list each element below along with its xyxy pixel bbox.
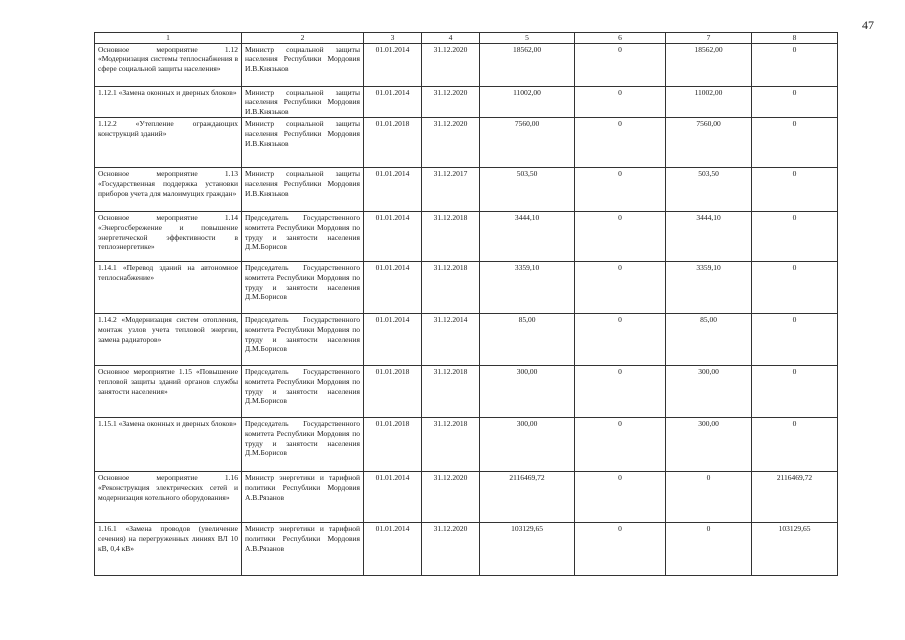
end-date-cell: 31.12.2018 bbox=[422, 418, 480, 472]
republic-budget-cell: 0 bbox=[666, 472, 752, 523]
start-date-cell: 01.01.2014 bbox=[364, 212, 422, 262]
table-row bbox=[95, 366, 838, 418]
column-number-7: 7 bbox=[666, 33, 752, 44]
extra-budget-cell: 0 bbox=[752, 314, 838, 366]
start-date-cell: 01.01.2018 bbox=[364, 118, 422, 168]
executor-cell: Министр социальной защиты населения Республики Мордовия И.В.Князьков bbox=[242, 86, 364, 118]
end-date-cell: 31.12.2018 bbox=[422, 366, 480, 418]
start-date-cell: 01.01.2014 bbox=[364, 472, 422, 523]
column-number-1: 1 bbox=[95, 33, 242, 44]
extra-budget-cell: 0 bbox=[752, 168, 838, 212]
federal-budget-cell: 0 bbox=[575, 212, 666, 262]
extra-budget-cell: 103129,65 bbox=[752, 523, 838, 576]
table-row bbox=[95, 212, 838, 262]
extra-budget-cell: 0 bbox=[752, 418, 838, 472]
end-date-cell: 31.12.2018 bbox=[422, 262, 480, 314]
federal-budget-cell: 0 bbox=[575, 43, 666, 86]
table-row bbox=[95, 43, 838, 86]
executor-cell: Председатель Государственного комитета Республики Мордовия по труду и занятости населения Д.М.Борисов bbox=[242, 212, 364, 262]
total-funding-cell: 3359,10 bbox=[480, 262, 575, 314]
extra-budget-cell: 0 bbox=[752, 43, 838, 86]
activity-name-cell: Основное мероприятие 1.14 «Энергосбережение и повышение энергетической эффективности в теплоэнергетике» bbox=[95, 212, 242, 262]
federal-budget-cell: 0 bbox=[575, 118, 666, 168]
activity-name-cell: 1.12.1 «Замена оконных и дверных блоков» bbox=[95, 86, 242, 118]
republic-budget-cell: 0 bbox=[666, 523, 752, 576]
republic-budget-cell: 300,00 bbox=[666, 418, 752, 472]
end-date-cell: 31.12.2020 bbox=[422, 523, 480, 576]
end-date-cell: 31.12.2020 bbox=[422, 86, 480, 118]
end-date-cell: 31.12.2020 bbox=[422, 118, 480, 168]
column-number-5: 5 bbox=[480, 33, 575, 44]
table-row bbox=[95, 418, 838, 472]
federal-budget-cell: 0 bbox=[575, 262, 666, 314]
column-number-3: 3 bbox=[364, 33, 422, 44]
table-row bbox=[95, 523, 838, 576]
executor-cell: Министр социальной защиты населения Республики Мордовия И.В.Князьков bbox=[242, 168, 364, 212]
total-funding-cell: 503,50 bbox=[480, 168, 575, 212]
table-row bbox=[95, 86, 838, 118]
executor-cell: Министр социальной защиты населения Республики Мордовия И.В.Князьков bbox=[242, 118, 364, 168]
table-header-row bbox=[95, 33, 838, 44]
federal-budget-cell: 0 bbox=[575, 86, 666, 118]
extra-budget-cell: 2116469,72 bbox=[752, 472, 838, 523]
column-number-6: 6 bbox=[575, 33, 666, 44]
activity-name-cell: 1.12.2 «Утепление ограждающих конструкций зданий» bbox=[95, 118, 242, 168]
start-date-cell: 01.01.2014 bbox=[364, 523, 422, 576]
republic-budget-cell: 18562,00 bbox=[666, 43, 752, 86]
table-row bbox=[95, 168, 838, 212]
activity-name-cell: 1.15.1 «Замена оконных и дверных блоков» bbox=[95, 418, 242, 472]
executor-cell: Председатель Государственного комитета Республики Мордовия по труду и занятости населения Д.М.Борисов bbox=[242, 314, 364, 366]
total-funding-cell: 7560,00 bbox=[480, 118, 575, 168]
total-funding-cell: 2116469,72 bbox=[480, 472, 575, 523]
executor-cell: Председатель Государственного комитета Республики Мордовия по труду и занятости населения Д.М.Борисов bbox=[242, 366, 364, 418]
executor-cell: Министр социальной защиты населения Республики Мордовия И.В.Князьков bbox=[242, 43, 364, 86]
federal-budget-cell: 0 bbox=[575, 314, 666, 366]
table-row bbox=[95, 314, 838, 366]
activity-name-cell: Основное мероприятие 1.12 «Модернизация системы теплоснабжения в сфере социальной защиты населения» bbox=[95, 43, 242, 86]
activity-name-cell: Основное мероприятие 1.16 «Реконструкция электрических сетей и модернизация котельного оборудования» bbox=[95, 472, 242, 523]
end-date-cell: 31.12.2020 bbox=[422, 43, 480, 86]
total-funding-cell: 11002,00 bbox=[480, 86, 575, 118]
total-funding-cell: 3444,10 bbox=[480, 212, 575, 262]
column-number-4: 4 bbox=[422, 33, 480, 44]
federal-budget-cell: 0 bbox=[575, 523, 666, 576]
federal-budget-cell: 0 bbox=[575, 472, 666, 523]
start-date-cell: 01.01.2014 bbox=[364, 86, 422, 118]
activity-name-cell: Основное мероприятие 1.15 «Повышение тепловой защиты зданий органов службы занятости населения» bbox=[95, 366, 242, 418]
start-date-cell: 01.01.2014 bbox=[364, 314, 422, 366]
total-funding-cell: 300,00 bbox=[480, 418, 575, 472]
total-funding-cell: 85,00 bbox=[480, 314, 575, 366]
republic-budget-cell: 7560,00 bbox=[666, 118, 752, 168]
start-date-cell: 01.01.2014 bbox=[364, 262, 422, 314]
page-number: 47 bbox=[862, 18, 874, 32]
executor-cell: Министр энергетики и тарифной политики Республики Мордовия А.В.Рязанов bbox=[242, 472, 364, 523]
republic-budget-cell: 300,00 bbox=[666, 366, 752, 418]
activity-name-cell: 1.14.1 «Перевод зданий на автономное теплоснабжение» bbox=[95, 262, 242, 314]
end-date-cell: 31.12.2014 bbox=[422, 314, 480, 366]
activity-name-cell: 1.14.2 «Модернизация систем отопления, монтаж узлов учета тепловой энергии, замена радиаторов» bbox=[95, 314, 242, 366]
start-date-cell: 01.01.2014 bbox=[364, 43, 422, 86]
table-row bbox=[95, 472, 838, 523]
end-date-cell: 31.12.2020 bbox=[422, 472, 480, 523]
extra-budget-cell: 0 bbox=[752, 262, 838, 314]
total-funding-cell: 103129,65 bbox=[480, 523, 575, 576]
federal-budget-cell: 0 bbox=[575, 366, 666, 418]
total-funding-cell: 18562,00 bbox=[480, 43, 575, 86]
activity-name-cell: Основное мероприятие 1.13 «Государственная поддержка установки приборов учета для малоимущих граждан» bbox=[95, 168, 242, 212]
republic-budget-cell: 3444,10 bbox=[666, 212, 752, 262]
federal-budget-cell: 0 bbox=[575, 418, 666, 472]
republic-budget-cell: 3359,10 bbox=[666, 262, 752, 314]
federal-budget-cell: 0 bbox=[575, 168, 666, 212]
activity-name-cell: 1.16.1 «Замена проводов (увеличение сечения) на перегруженных линиях ВЛ 10 кВ, 0,4 кВ» bbox=[95, 523, 242, 576]
total-funding-cell: 300,00 bbox=[480, 366, 575, 418]
extra-budget-cell: 0 bbox=[752, 86, 838, 118]
executor-cell: Председатель Государственного комитета Республики Мордовия по труду и занятости населения Д.М.Борисов bbox=[242, 262, 364, 314]
extra-budget-cell: 0 bbox=[752, 366, 838, 418]
end-date-cell: 31.12.2017 bbox=[422, 168, 480, 212]
extra-budget-cell: 0 bbox=[752, 212, 838, 262]
republic-budget-cell: 11002,00 bbox=[666, 86, 752, 118]
column-number-8: 8 bbox=[752, 33, 838, 44]
table-row bbox=[95, 118, 838, 168]
executor-cell: Министр энергетики и тарифной политики Республики Мордовия А.В.Рязанов bbox=[242, 523, 364, 576]
start-date-cell: 01.01.2018 bbox=[364, 366, 422, 418]
program-activities-table bbox=[94, 32, 838, 576]
executor-cell: Председатель Государственного комитета Республики Мордовия по труду и занятости населения Д.М.Борисов bbox=[242, 418, 364, 472]
republic-budget-cell: 503,50 bbox=[666, 168, 752, 212]
republic-budget-cell: 85,00 bbox=[666, 314, 752, 366]
start-date-cell: 01.01.2018 bbox=[364, 418, 422, 472]
table-row bbox=[95, 262, 838, 314]
extra-budget-cell: 0 bbox=[752, 118, 838, 168]
start-date-cell: 01.01.2014 bbox=[364, 168, 422, 212]
end-date-cell: 31.12.2018 bbox=[422, 212, 480, 262]
column-number-2: 2 bbox=[242, 33, 364, 44]
